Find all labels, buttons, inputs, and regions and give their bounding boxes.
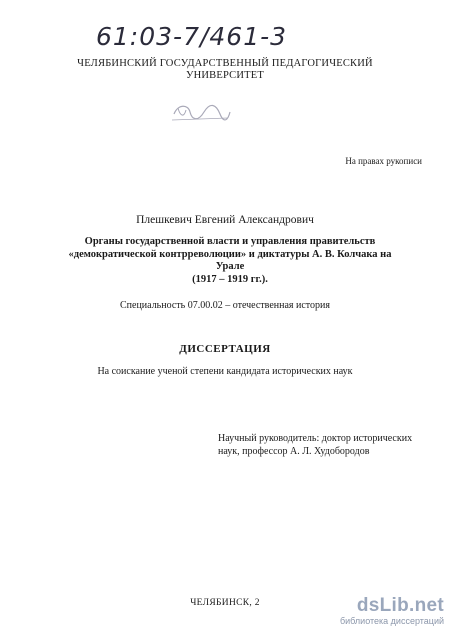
faded-stamp	[168, 100, 232, 126]
supervisor-line-1: Научный руководитель: доктор исторических	[218, 433, 413, 444]
watermark-sub-text: библиотека диссертаций	[339, 616, 444, 626]
university-line-1: ЧЕЛЯБИНСКИЙ ГОСУДАРСТВЕННЫЙ ПЕДАГОГИЧЕСКИЙ	[77, 58, 373, 69]
degree-line: На соискание ученой степени кандидата исторических наук	[97, 366, 353, 377]
handwritten-catalog-number: 61:03-7/461-3	[96, 22, 288, 51]
manuscript-note: На правах рукописи	[345, 156, 422, 166]
specialty-line: Специальность 07.00.02 – отечественная история	[120, 300, 330, 311]
city-year: ЧЕЛЯБИНСК, 2	[190, 598, 260, 608]
title-line-1: Органы государственной власти и управления правительств	[84, 236, 376, 247]
title-line-2: «демократической контрреволюции» и диктатуры А. В. Колчака на Урале	[68, 248, 392, 272]
scientific-supervisor	[218, 432, 440, 458]
watermark-logo	[340, 596, 444, 627]
university-line-2: УНИВЕРСИТЕТ	[185, 70, 264, 81]
title-line-3: (1917 – 1919 гг.).	[192, 273, 268, 285]
document-type: ДИССЕРТАЦИЯ	[179, 343, 271, 355]
dissertation-title	[60, 236, 400, 286]
university-heading	[0, 58, 450, 82]
supervisor-line-2: наук, профессор А. Л. Худобородов	[218, 446, 370, 457]
author-name: Плешкевич Евгений Александрович	[136, 214, 314, 226]
watermark-main-text: dsLib.net	[356, 595, 444, 616]
